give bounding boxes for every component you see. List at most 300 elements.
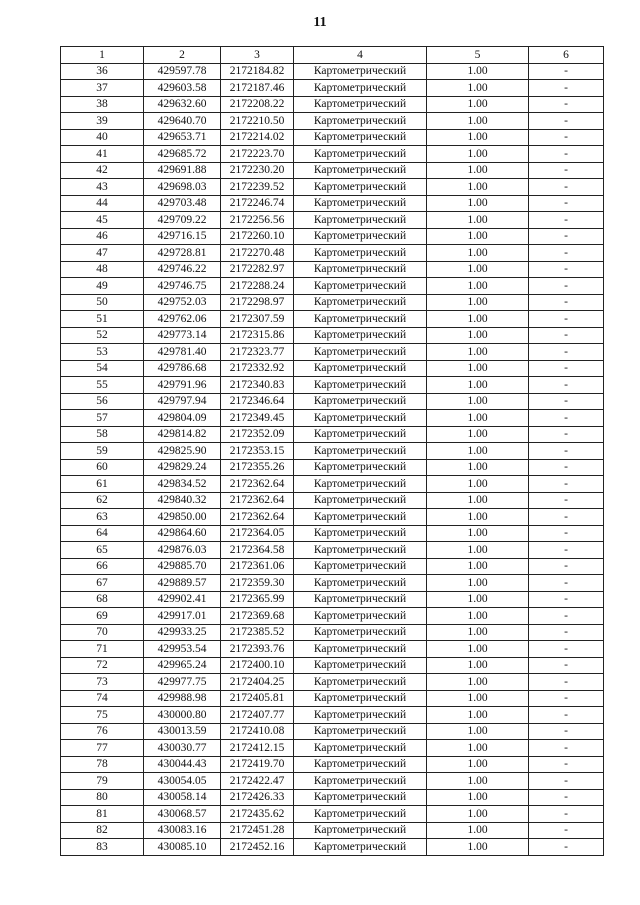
x-coordinate-cell: 429876.03 — [144, 542, 221, 559]
method-cell: Картометрический — [294, 756, 427, 773]
y-coordinate-cell: 2172282.97 — [221, 261, 294, 278]
y-coordinate-cell: 2172452.16 — [221, 839, 294, 856]
y-coordinate-cell: 2172298.97 — [221, 294, 294, 311]
x-coordinate-cell: 429850.00 — [144, 509, 221, 526]
x-coordinate-cell: 429773.14 — [144, 327, 221, 344]
table-body — [61, 63, 604, 855]
note-cell: - — [529, 377, 604, 394]
note-cell: - — [529, 344, 604, 361]
accuracy-cell: 1.00 — [427, 723, 529, 740]
table-row — [61, 542, 604, 559]
accuracy-cell: 1.00 — [427, 426, 529, 443]
note-cell: - — [529, 80, 604, 97]
method-cell: Картометрический — [294, 492, 427, 509]
point-number-cell: 74 — [61, 690, 144, 707]
point-number-cell: 46 — [61, 228, 144, 245]
note-cell: - — [529, 657, 604, 674]
note-cell: - — [529, 278, 604, 295]
y-coordinate-cell: 2172307.59 — [221, 311, 294, 328]
y-coordinate-cell: 2172451.28 — [221, 822, 294, 839]
method-cell: Картометрический — [294, 245, 427, 262]
y-coordinate-cell: 2172239.52 — [221, 179, 294, 196]
column-header-2: 2 — [144, 47, 221, 64]
table-row — [61, 707, 604, 724]
point-number-cell: 37 — [61, 80, 144, 97]
x-coordinate-cell: 430054.05 — [144, 773, 221, 790]
note-cell: - — [529, 294, 604, 311]
point-number-cell: 60 — [61, 459, 144, 476]
note-cell: - — [529, 509, 604, 526]
point-number-cell: 78 — [61, 756, 144, 773]
accuracy-cell: 1.00 — [427, 278, 529, 295]
x-coordinate-cell: 429791.96 — [144, 377, 221, 394]
method-cell: Картометрический — [294, 195, 427, 212]
note-cell: - — [529, 608, 604, 625]
x-coordinate-cell: 429885.70 — [144, 558, 221, 575]
y-coordinate-cell: 2172412.15 — [221, 740, 294, 757]
note-cell: - — [529, 822, 604, 839]
note-cell: - — [529, 228, 604, 245]
accuracy-cell: 1.00 — [427, 525, 529, 542]
accuracy-cell: 1.00 — [427, 690, 529, 707]
table-row — [61, 641, 604, 658]
method-cell: Картометрический — [294, 344, 427, 361]
x-coordinate-cell: 429825.90 — [144, 443, 221, 460]
table-row — [61, 558, 604, 575]
header-row — [61, 47, 604, 64]
point-number-cell: 54 — [61, 360, 144, 377]
point-number-cell: 77 — [61, 740, 144, 757]
method-cell: Картометрический — [294, 179, 427, 196]
point-number-cell: 66 — [61, 558, 144, 575]
y-coordinate-cell: 2172359.30 — [221, 575, 294, 592]
x-coordinate-cell: 429698.03 — [144, 179, 221, 196]
accuracy-cell: 1.00 — [427, 509, 529, 526]
accuracy-cell: 1.00 — [427, 393, 529, 410]
table-row — [61, 195, 604, 212]
point-number-cell: 65 — [61, 542, 144, 559]
y-coordinate-cell: 2172208.22 — [221, 96, 294, 113]
method-cell: Картометрический — [294, 327, 427, 344]
point-number-cell: 51 — [61, 311, 144, 328]
method-cell: Картометрический — [294, 690, 427, 707]
method-cell: Картометрический — [294, 608, 427, 625]
x-coordinate-cell: 429762.06 — [144, 311, 221, 328]
x-coordinate-cell: 429829.24 — [144, 459, 221, 476]
table-row — [61, 146, 604, 163]
accuracy-cell: 1.00 — [427, 789, 529, 806]
point-number-cell: 50 — [61, 294, 144, 311]
accuracy-cell: 1.00 — [427, 641, 529, 658]
table-row — [61, 806, 604, 823]
x-coordinate-cell: 429603.58 — [144, 80, 221, 97]
x-coordinate-cell: 429640.70 — [144, 113, 221, 130]
table-row — [61, 674, 604, 691]
point-number-cell: 43 — [61, 179, 144, 196]
y-coordinate-cell: 2172404.25 — [221, 674, 294, 691]
accuracy-cell: 1.00 — [427, 113, 529, 130]
point-number-cell: 72 — [61, 657, 144, 674]
note-cell: - — [529, 839, 604, 856]
method-cell: Картометрический — [294, 591, 427, 608]
method-cell: Картометрический — [294, 839, 427, 856]
point-number-cell: 56 — [61, 393, 144, 410]
table-row — [61, 492, 604, 509]
accuracy-cell: 1.00 — [427, 311, 529, 328]
method-cell: Картометрический — [294, 426, 427, 443]
point-number-cell: 38 — [61, 96, 144, 113]
method-cell: Картометрический — [294, 509, 427, 526]
x-coordinate-cell: 429752.03 — [144, 294, 221, 311]
y-coordinate-cell: 2172405.81 — [221, 690, 294, 707]
accuracy-cell: 1.00 — [427, 707, 529, 724]
x-coordinate-cell: 429988.98 — [144, 690, 221, 707]
note-cell: - — [529, 542, 604, 559]
x-coordinate-cell: 429933.25 — [144, 624, 221, 641]
table-row — [61, 162, 604, 179]
table-row — [61, 723, 604, 740]
x-coordinate-cell: 429965.24 — [144, 657, 221, 674]
page-number: 11 — [313, 15, 327, 30]
y-coordinate-cell: 2172362.64 — [221, 476, 294, 493]
point-number-cell: 48 — [61, 261, 144, 278]
method-cell: Картометрический — [294, 641, 427, 658]
method-cell: Картометрический — [294, 129, 427, 146]
method-cell: Картометрический — [294, 459, 427, 476]
column-header-5: 5 — [427, 47, 529, 64]
y-coordinate-cell: 2172407.77 — [221, 707, 294, 724]
note-cell: - — [529, 311, 604, 328]
note-cell: - — [529, 558, 604, 575]
table-row — [61, 657, 604, 674]
y-coordinate-cell: 2172214.02 — [221, 129, 294, 146]
note-cell: - — [529, 690, 604, 707]
x-coordinate-cell: 430058.14 — [144, 789, 221, 806]
note-cell: - — [529, 773, 604, 790]
accuracy-cell: 1.00 — [427, 492, 529, 509]
method-cell: Картометрический — [294, 146, 427, 163]
method-cell: Картометрический — [294, 806, 427, 823]
method-cell: Картометрический — [294, 822, 427, 839]
point-number-cell: 41 — [61, 146, 144, 163]
table-row — [61, 426, 604, 443]
table-row — [61, 690, 604, 707]
accuracy-cell: 1.00 — [427, 245, 529, 262]
table-row — [61, 360, 604, 377]
table-row — [61, 63, 604, 80]
accuracy-cell: 1.00 — [427, 80, 529, 97]
accuracy-cell: 1.00 — [427, 377, 529, 394]
table-row — [61, 789, 604, 806]
accuracy-cell: 1.00 — [427, 129, 529, 146]
point-number-cell: 69 — [61, 608, 144, 625]
column-header-3: 3 — [221, 47, 294, 64]
point-number-cell: 42 — [61, 162, 144, 179]
y-coordinate-cell: 2172419.70 — [221, 756, 294, 773]
method-cell: Картометрический — [294, 773, 427, 790]
y-coordinate-cell: 2172288.24 — [221, 278, 294, 295]
accuracy-cell: 1.00 — [427, 179, 529, 196]
note-cell: - — [529, 212, 604, 229]
method-cell: Картометрический — [294, 228, 427, 245]
table-row — [61, 327, 604, 344]
y-coordinate-cell: 2172340.83 — [221, 377, 294, 394]
y-coordinate-cell: 2172323.77 — [221, 344, 294, 361]
accuracy-cell: 1.00 — [427, 443, 529, 460]
accuracy-cell: 1.00 — [427, 360, 529, 377]
x-coordinate-cell: 429814.82 — [144, 426, 221, 443]
point-number-cell: 62 — [61, 492, 144, 509]
table-row — [61, 294, 604, 311]
x-coordinate-cell: 429685.72 — [144, 146, 221, 163]
point-number-cell: 36 — [61, 63, 144, 80]
y-coordinate-cell: 2172435.62 — [221, 806, 294, 823]
accuracy-cell: 1.00 — [427, 476, 529, 493]
method-cell: Картометрический — [294, 740, 427, 757]
y-coordinate-cell: 2172362.64 — [221, 492, 294, 509]
y-coordinate-cell: 2172270.48 — [221, 245, 294, 262]
y-coordinate-cell: 2172223.70 — [221, 146, 294, 163]
note-cell: - — [529, 492, 604, 509]
x-coordinate-cell: 429917.01 — [144, 608, 221, 625]
method-cell: Картометрический — [294, 162, 427, 179]
accuracy-cell: 1.00 — [427, 344, 529, 361]
table-row — [61, 476, 604, 493]
method-cell: Картометрический — [294, 624, 427, 641]
method-cell: Картометрический — [294, 113, 427, 130]
x-coordinate-cell: 429781.40 — [144, 344, 221, 361]
accuracy-cell: 1.00 — [427, 261, 529, 278]
method-cell: Картометрический — [294, 575, 427, 592]
x-coordinate-cell: 429653.71 — [144, 129, 221, 146]
accuracy-cell: 1.00 — [427, 740, 529, 757]
table-row — [61, 261, 604, 278]
note-cell: - — [529, 443, 604, 460]
table-row — [61, 773, 604, 790]
method-cell: Картометрический — [294, 476, 427, 493]
y-coordinate-cell: 2172332.92 — [221, 360, 294, 377]
point-number-cell: 71 — [61, 641, 144, 658]
accuracy-cell: 1.00 — [427, 674, 529, 691]
method-cell: Картометрический — [294, 558, 427, 575]
accuracy-cell: 1.00 — [427, 96, 529, 113]
note-cell: - — [529, 591, 604, 608]
method-cell: Картометрический — [294, 377, 427, 394]
table-row — [61, 509, 604, 526]
x-coordinate-cell: 429691.88 — [144, 162, 221, 179]
point-number-cell: 55 — [61, 377, 144, 394]
x-coordinate-cell: 429834.52 — [144, 476, 221, 493]
note-cell: - — [529, 740, 604, 757]
point-number-cell: 59 — [61, 443, 144, 460]
point-number-cell: 47 — [61, 245, 144, 262]
note-cell: - — [529, 113, 604, 130]
point-number-cell: 79 — [61, 773, 144, 790]
note-cell: - — [529, 459, 604, 476]
method-cell: Картометрический — [294, 393, 427, 410]
accuracy-cell: 1.00 — [427, 624, 529, 641]
table-row — [61, 443, 604, 460]
x-coordinate-cell: 429797.94 — [144, 393, 221, 410]
table-row — [61, 525, 604, 542]
y-coordinate-cell: 2172393.76 — [221, 641, 294, 658]
y-coordinate-cell: 2172230.20 — [221, 162, 294, 179]
y-coordinate-cell: 2172352.09 — [221, 426, 294, 443]
y-coordinate-cell: 2172246.74 — [221, 195, 294, 212]
method-cell: Картометрический — [294, 212, 427, 229]
table-row — [61, 212, 604, 229]
point-number-cell: 57 — [61, 410, 144, 427]
point-number-cell: 49 — [61, 278, 144, 295]
point-number-cell: 67 — [61, 575, 144, 592]
note-cell: - — [529, 624, 604, 641]
note-cell: - — [529, 261, 604, 278]
accuracy-cell: 1.00 — [427, 212, 529, 229]
point-number-cell: 40 — [61, 129, 144, 146]
note-cell: - — [529, 789, 604, 806]
y-coordinate-cell: 2172361.06 — [221, 558, 294, 575]
note-cell: - — [529, 723, 604, 740]
point-number-cell: 39 — [61, 113, 144, 130]
point-number-cell: 82 — [61, 822, 144, 839]
accuracy-cell: 1.00 — [427, 591, 529, 608]
y-coordinate-cell: 2172364.58 — [221, 542, 294, 559]
x-coordinate-cell: 430000.80 — [144, 707, 221, 724]
column-header-4: 4 — [294, 47, 427, 64]
table-row — [61, 575, 604, 592]
x-coordinate-cell: 429703.48 — [144, 195, 221, 212]
table-row — [61, 756, 604, 773]
accuracy-cell: 1.00 — [427, 459, 529, 476]
point-number-cell: 53 — [61, 344, 144, 361]
y-coordinate-cell: 2172355.26 — [221, 459, 294, 476]
note-cell: - — [529, 195, 604, 212]
y-coordinate-cell: 2172410.08 — [221, 723, 294, 740]
y-coordinate-cell: 2172315.86 — [221, 327, 294, 344]
note-cell: - — [529, 245, 604, 262]
method-cell: Картометрический — [294, 311, 427, 328]
note-cell: - — [529, 806, 604, 823]
x-coordinate-cell: 429786.68 — [144, 360, 221, 377]
table-row — [61, 80, 604, 97]
x-coordinate-cell: 429709.22 — [144, 212, 221, 229]
table-row — [61, 179, 604, 196]
point-number-cell: 63 — [61, 509, 144, 526]
y-coordinate-cell: 2172353.15 — [221, 443, 294, 460]
table-row — [61, 96, 604, 113]
method-cell: Картометрический — [294, 360, 427, 377]
note-cell: - — [529, 179, 604, 196]
x-coordinate-cell: 429746.75 — [144, 278, 221, 295]
note-cell: - — [529, 327, 604, 344]
method-cell: Картометрический — [294, 261, 427, 278]
x-coordinate-cell: 429632.60 — [144, 96, 221, 113]
x-coordinate-cell: 430044.43 — [144, 756, 221, 773]
method-cell: Картометрический — [294, 278, 427, 295]
x-coordinate-cell: 429716.15 — [144, 228, 221, 245]
note-cell: - — [529, 756, 604, 773]
method-cell: Картометрический — [294, 525, 427, 542]
point-number-cell: 68 — [61, 591, 144, 608]
y-coordinate-cell: 2172346.64 — [221, 393, 294, 410]
x-coordinate-cell: 429597.78 — [144, 63, 221, 80]
table-row — [61, 740, 604, 757]
method-cell: Картометрический — [294, 789, 427, 806]
note-cell: - — [529, 476, 604, 493]
accuracy-cell: 1.00 — [427, 839, 529, 856]
y-coordinate-cell: 2172362.64 — [221, 509, 294, 526]
note-cell: - — [529, 641, 604, 658]
note-cell: - — [529, 162, 604, 179]
note-cell: - — [529, 525, 604, 542]
point-number-cell: 76 — [61, 723, 144, 740]
y-coordinate-cell: 2172426.33 — [221, 789, 294, 806]
table-row — [61, 822, 604, 839]
accuracy-cell: 1.00 — [427, 608, 529, 625]
table-row — [61, 839, 604, 856]
table-row — [61, 344, 604, 361]
accuracy-cell: 1.00 — [427, 756, 529, 773]
accuracy-cell: 1.00 — [427, 195, 529, 212]
table-row — [61, 393, 604, 410]
coordinates-table — [60, 46, 604, 856]
x-coordinate-cell: 430085.10 — [144, 839, 221, 856]
point-number-cell: 52 — [61, 327, 144, 344]
method-cell: Картометрический — [294, 657, 427, 674]
y-coordinate-cell: 2172260.10 — [221, 228, 294, 245]
accuracy-cell: 1.00 — [427, 575, 529, 592]
y-coordinate-cell: 2172210.50 — [221, 113, 294, 130]
note-cell: - — [529, 575, 604, 592]
method-cell: Картометрический — [294, 80, 427, 97]
accuracy-cell: 1.00 — [427, 542, 529, 559]
y-coordinate-cell: 2172365.99 — [221, 591, 294, 608]
accuracy-cell: 1.00 — [427, 773, 529, 790]
x-coordinate-cell: 430068.57 — [144, 806, 221, 823]
accuracy-cell: 1.00 — [427, 63, 529, 80]
x-coordinate-cell: 429977.75 — [144, 674, 221, 691]
table-row — [61, 459, 604, 476]
accuracy-cell: 1.00 — [427, 146, 529, 163]
accuracy-cell: 1.00 — [427, 657, 529, 674]
table-row — [61, 591, 604, 608]
x-coordinate-cell: 430030.77 — [144, 740, 221, 757]
accuracy-cell: 1.00 — [427, 822, 529, 839]
x-coordinate-cell: 429889.57 — [144, 575, 221, 592]
y-coordinate-cell: 2172184.82 — [221, 63, 294, 80]
point-number-cell: 80 — [61, 789, 144, 806]
y-coordinate-cell: 2172422.47 — [221, 773, 294, 790]
table-row — [61, 410, 604, 427]
note-cell: - — [529, 129, 604, 146]
point-number-cell: 73 — [61, 674, 144, 691]
point-number-cell: 70 — [61, 624, 144, 641]
y-coordinate-cell: 2172349.45 — [221, 410, 294, 427]
x-coordinate-cell: 429864.60 — [144, 525, 221, 542]
note-cell: - — [529, 707, 604, 724]
table-row — [61, 245, 604, 262]
y-coordinate-cell: 2172364.05 — [221, 525, 294, 542]
y-coordinate-cell: 2172369.68 — [221, 608, 294, 625]
point-number-cell: 58 — [61, 426, 144, 443]
column-header-6: 6 — [529, 47, 604, 64]
y-coordinate-cell: 2172187.46 — [221, 80, 294, 97]
note-cell: - — [529, 674, 604, 691]
note-cell: - — [529, 63, 604, 80]
y-coordinate-cell: 2172400.10 — [221, 657, 294, 674]
accuracy-cell: 1.00 — [427, 806, 529, 823]
note-cell: - — [529, 426, 604, 443]
